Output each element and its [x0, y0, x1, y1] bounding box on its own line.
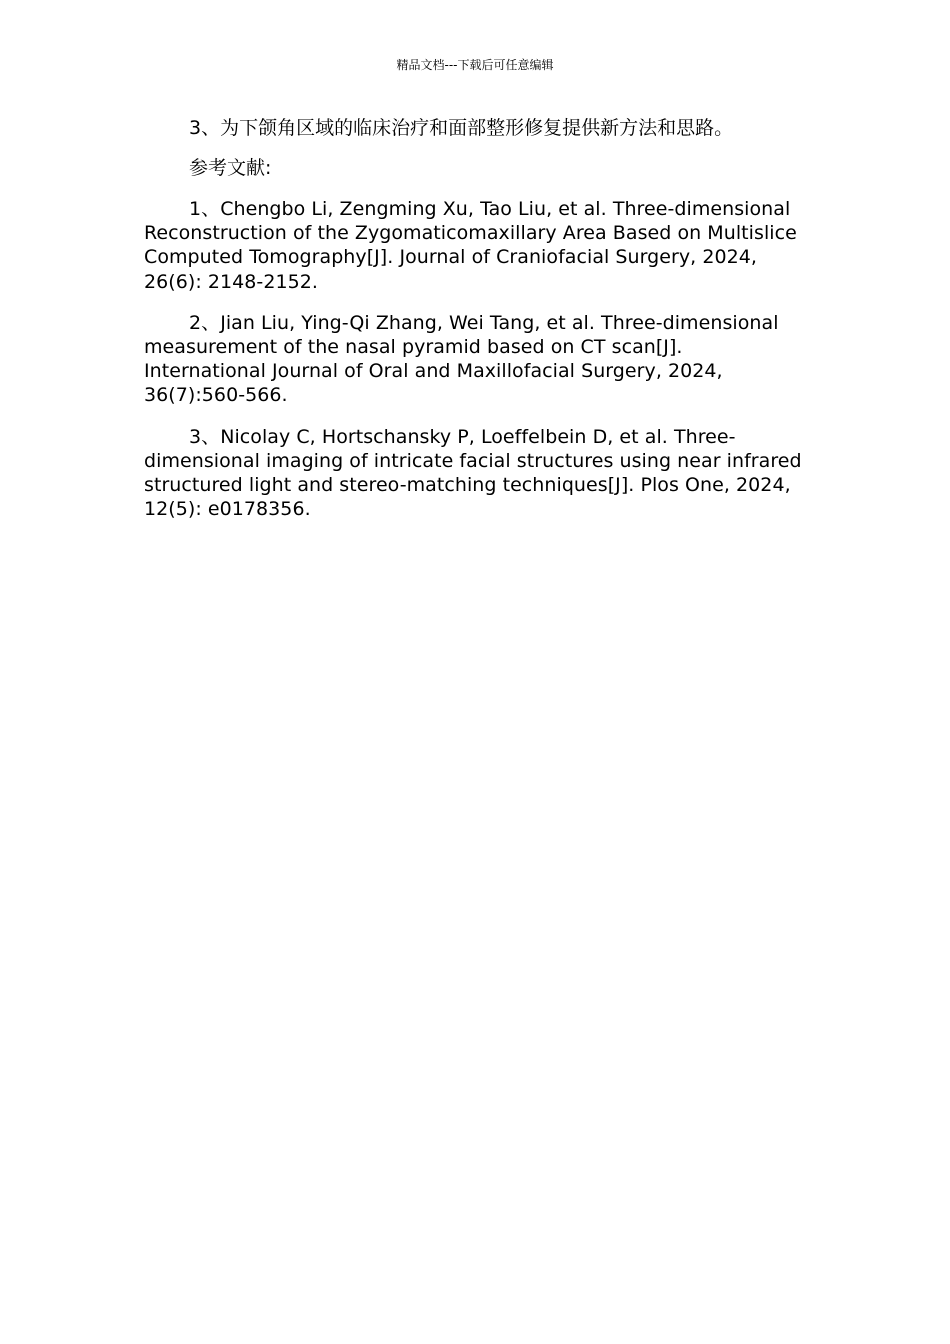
document-body — [144, 116, 804, 538]
reference-item-3: 3、Nicolay C, Hortschansky P, Loeffelbein D, et al. Three-dimensional imaging of intricate facial structures using near infrared structured light and stereo-matching techniques[J]. Plos One, 2024, 12(5): e0178356. — [144, 425, 802, 521]
reference-item-2: 2、Jian Liu, Ying-Qi Zhang, Wei Tang, et al. Three-dimensional measurement of the nasal pyramid based on CT scan[J]. International Journal of Oral and Maxillofacial Surgery, 2024, 36(7):560-566. — [144, 311, 779, 407]
objective-point-3: 3、为下颌角区域的临床治疗和面部整形修复提供新方法和思路。 — [189, 117, 734, 139]
reference-item-1: 1、Chengbo Li, Zengming Xu, Tao Liu, et al. Three-dimensional Reconstruction of the Zygomaticomaxillary Area Based on Multislice Computed Tomography[J]. Journal of Craniofacial Surgery, 2024, 26(6): 2148-2152. — [144, 198, 797, 293]
references-heading: 参考文献: — [189, 157, 272, 179]
page-header: 精品文档---下载后可任意编辑 — [396, 58, 554, 72]
